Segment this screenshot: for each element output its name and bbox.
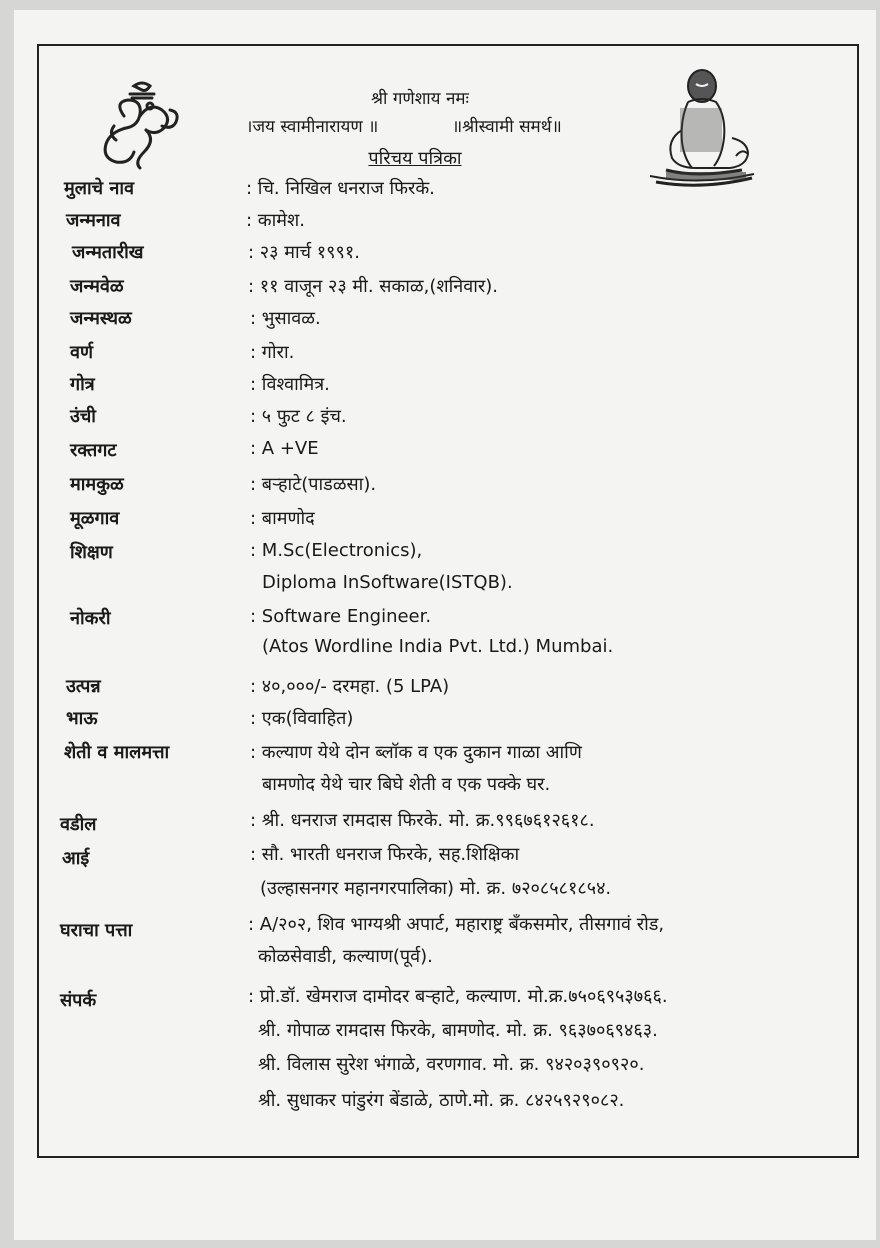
- label-gotra: गोत्र: [70, 374, 95, 395]
- value-job-line2: (Atos Wordline India Pvt. Ltd.) Mumbai.: [262, 636, 614, 657]
- value-birth-name: : कामेश.: [246, 210, 305, 231]
- label-birth-name: जन्मनाव: [66, 210, 121, 231]
- value-boy-name: : चि. निखिल धनराज फिरके.: [246, 178, 435, 199]
- value-mother-line2: (उल्हासनगर महानगरपालिका) मो. क्र. ७२०८५८१८५४.: [260, 878, 612, 899]
- value-native-village: : बामणोद: [250, 508, 315, 529]
- label-contact: संपर्क: [60, 990, 97, 1011]
- value-address-line2: कोळसेवाडी, कल्याण(पूर्व).: [258, 946, 433, 967]
- label-boy-name: मुलाचे नाव: [64, 178, 134, 199]
- value-maternal-family: : बऱ्हाटे(पाडळसा).: [250, 474, 377, 495]
- value-complexion: : गोरा.: [250, 342, 295, 363]
- value-income: : ४०,०००/- दरमहा. (5 LPA): [250, 676, 450, 697]
- label-birth-date: जन्मतारीख: [72, 242, 144, 263]
- value-contact-line1: : प्रो.डॉ. खेमराज दामोदर बऱ्हाटे, कल्याण. मो.क्र.७५०६९५३७६६.: [248, 986, 668, 1007]
- value-education-line2: Diploma InSoftware(ISTQB).: [262, 572, 513, 593]
- value-property-line2: बामणोद येथे चार बिघे शेती व एक पक्के घर.: [262, 774, 551, 795]
- label-education: शिक्षण: [70, 542, 113, 563]
- label-birth-time: जन्मवेळ: [70, 276, 124, 297]
- value-birth-time: : ११ वाजून २३ मी. सकाळ,(शनिवार).: [248, 276, 499, 297]
- ganesha-om-icon: [94, 76, 190, 172]
- value-birth-place: : भुसावळ.: [250, 308, 321, 329]
- label-complexion: वर्ण: [70, 342, 94, 363]
- value-job-line1: : Software Engineer.: [250, 606, 432, 627]
- value-property-line1: : कल्याण येथे दोन ब्लॉक व एक दुकान गाळा आणि: [250, 742, 582, 763]
- label-income: उत्पन्न: [66, 676, 101, 697]
- swami-samarth-portrait: [636, 60, 766, 190]
- label-father: वडील: [60, 814, 97, 835]
- label-height: उंची: [70, 406, 96, 427]
- page-title: परिचय पत्रिका: [368, 148, 462, 169]
- jay-swaminarayan-text: ।जय स्वामीनारायण ॥: [246, 117, 379, 137]
- label-property: शेती व मालमत्ता: [64, 742, 170, 763]
- value-contact-line4: श्री. सुधाकर पांडुरंग बेंडाळे, ठाणे.मो. क्र. ८४२५९२९०८२.: [258, 1090, 625, 1111]
- value-brother: : एक(विवाहित): [250, 708, 354, 729]
- value-contact-line2: श्री. गोपाळ रामदास फिरके, बामणोद. मो. क्र. ९६३७०६९४६३.: [258, 1020, 658, 1041]
- value-father: : श्री. धनराज रामदास फिरके. मो. क्र.९९६७६१२६१८.: [250, 810, 595, 831]
- label-mother: आई: [62, 848, 90, 869]
- label-brother: भाऊ: [66, 708, 98, 729]
- label-blood-group: रक्तगट: [70, 440, 117, 461]
- label-address: घराचा पत्ता: [60, 920, 133, 941]
- value-blood-group: : A +VE: [250, 438, 319, 459]
- value-address-line1: : A/२०२, शिव भाग्यश्री अपार्ट, महाराष्ट्र बँकसमोर, तीसगावं रोड,: [248, 914, 665, 935]
- label-native-village: मूळगाव: [70, 508, 120, 529]
- label-maternal-family: मामकुळ: [70, 474, 124, 495]
- invocation-text: श्री गणेशाय नमः: [371, 89, 469, 109]
- label-job: नोकरी: [70, 608, 111, 629]
- swami-samarth-text: ॥श्रीस्वामी समर्थ॥: [452, 117, 562, 137]
- value-gotra: : विश्वामित्र.: [250, 374, 330, 395]
- value-education-line1: : M.Sc(Electronics),: [250, 540, 423, 561]
- value-height: : ५ फुट ८ इंच.: [250, 406, 347, 427]
- label-birth-place: जन्मस्थळ: [70, 308, 132, 329]
- value-birth-date: : २३ मार्च १९९१.: [248, 242, 360, 263]
- value-mother-line1: : सौ. भारती धनराज फिरके, सह.शिक्षिका: [250, 844, 520, 865]
- value-contact-line3: श्री. विलास सुरेश भंगाळे, वरणगाव. मो. क्र. ९४२०३९०९२०.: [258, 1054, 645, 1075]
